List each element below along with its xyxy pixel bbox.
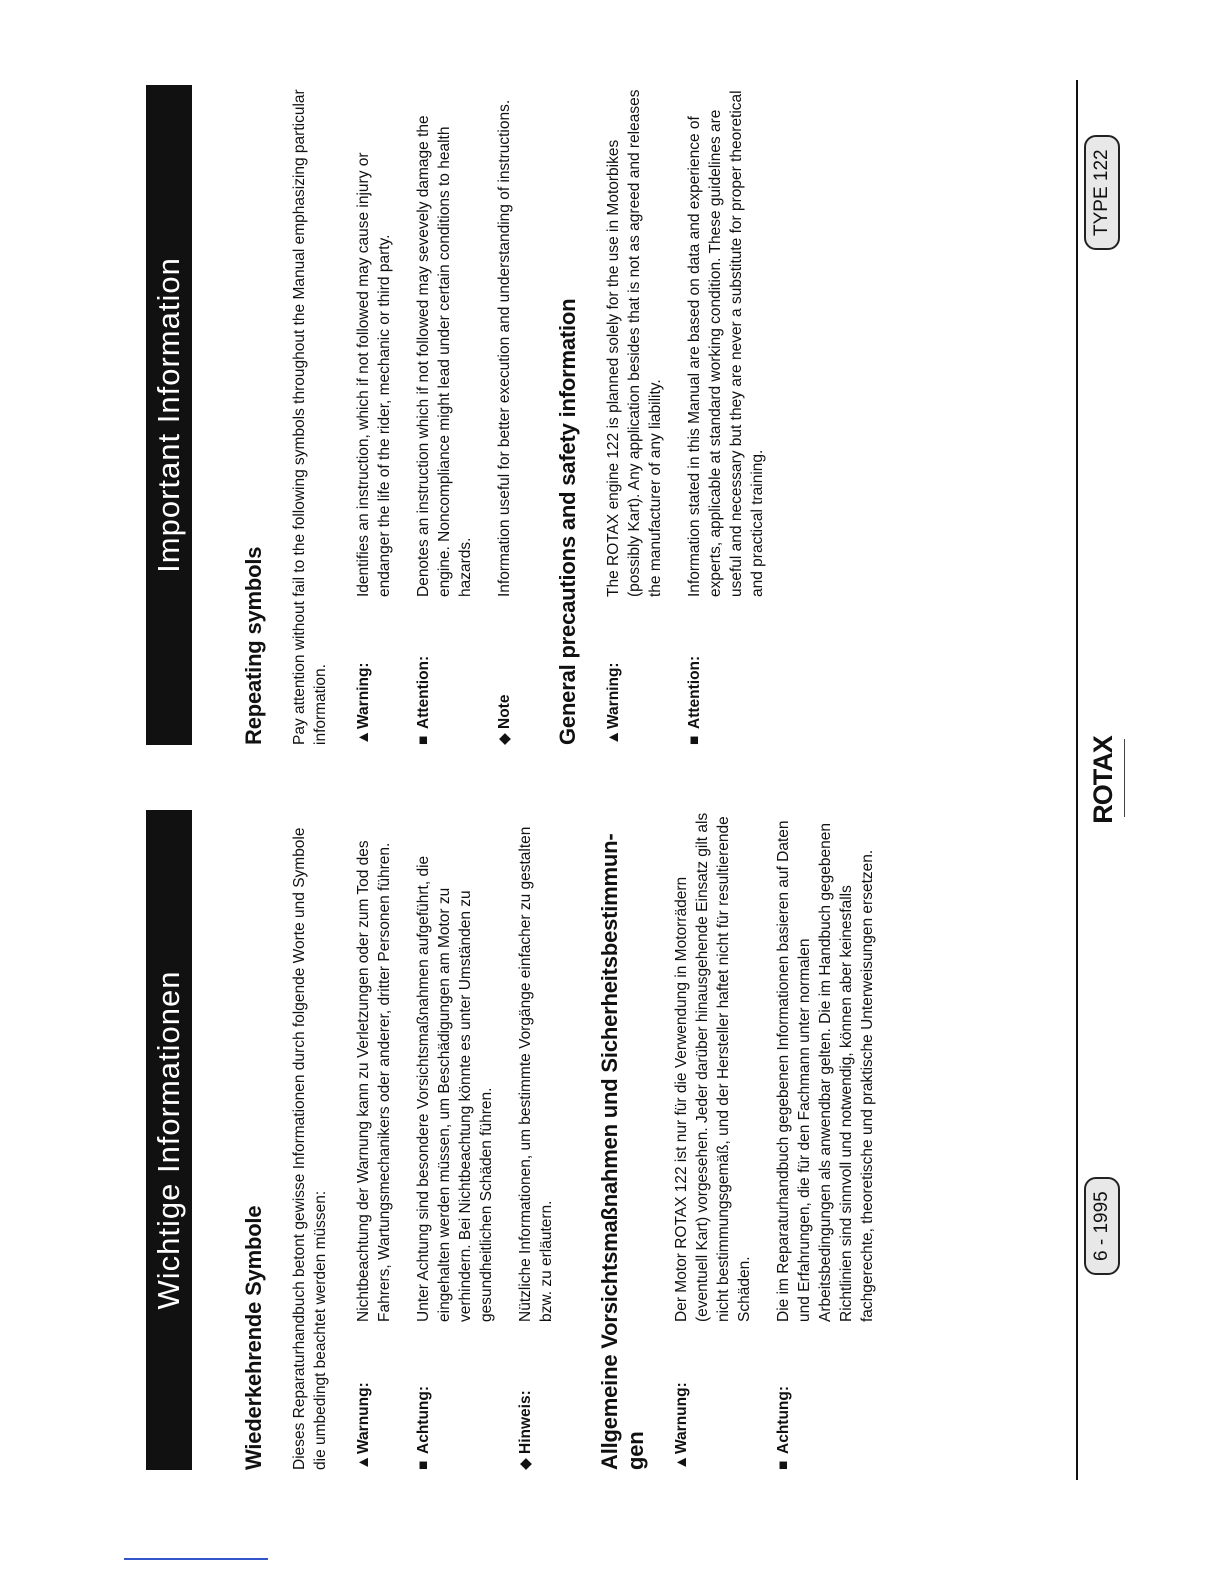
- logo-underline: [1124, 739, 1125, 817]
- english-warning-row-2: [603, 85, 666, 745]
- type-badge: TYPE 122: [1084, 135, 1120, 250]
- square-icon: ■: [415, 735, 432, 745]
- square-icon: ■: [775, 1460, 792, 1470]
- warning-triangle-icon: ▲: [605, 729, 622, 745]
- row-text: Information useful for better execution and understanding of instructions.: [496, 99, 513, 597]
- square-icon: ■: [415, 1460, 432, 1470]
- english-section1-intro: Pay attention without fail to the following symbols throughout the Manual emphasizing particular information.: [291, 89, 329, 745]
- warning-triangle-icon: ▲: [673, 1454, 690, 1470]
- row-text: Information stated in this Manual are based on data and experience of experts, applicable at standard working condition. These guidelines are useful and necessary but they are never a substitute for proper theoretical and practical training.: [686, 90, 766, 597]
- rotax-logo: ROTAX: [1087, 736, 1118, 824]
- german-column: [146, 810, 1166, 1470]
- diamond-icon: ◆: [496, 733, 513, 745]
- german-note-row: [515, 810, 557, 1470]
- german-attention-row-2: [773, 810, 878, 1470]
- row-label: Warnung:: [355, 1382, 372, 1454]
- row-label: Note: [496, 694, 513, 729]
- german-section1-title: Wiederkehrende Symbole: [241, 1205, 266, 1470]
- rotated-page: [146, 80, 1166, 1480]
- english-note-row: [494, 85, 515, 745]
- german-warning-row-2: [671, 810, 755, 1470]
- row-text: Der Motor ROTAX 122 ist nur für die Verwendung in Motorrädern (eventuell Kart) vorgesehen. Jeder darüber hinausgehende Einsatz gilt als nicht bestimmungsgemäß, und der Hersteller haftet nicht für resultierende Schäden.: [673, 812, 753, 1322]
- row-text: The ROTAX engine 122 is planned solely for the use in Motorbikes (possibly Kart). Any application besides that is not as agreed and releases the manufacturer of any liability.: [605, 89, 664, 597]
- german-warning-row: [353, 810, 395, 1470]
- row-text: Identifies an instruction, which if not followed may cause injury or endanger the life of the rider, mechanic or third party.: [355, 152, 393, 597]
- english-section1-title: Repeating symbols: [241, 546, 266, 745]
- english-section2-title: General precautions and safety information: [555, 298, 580, 745]
- row-text: Nützliche Informationen, um bestimmte Vorgänge einfacher zu gestalten bzw. zu erläutern.: [517, 826, 555, 1322]
- blue-rule: [124, 1558, 268, 1560]
- row-label: Warning:: [605, 662, 622, 729]
- german-section1-intro: Dieses Reparaturhandbuch betont gewisse Informationen durch folgende Worte und Symbole die umbedingt beachtet werden müssen:: [291, 827, 329, 1470]
- warning-triangle-icon: ▲: [355, 729, 372, 745]
- row-text: Denotes an instruction which if not followed may sevevely damage the engine. Noncompliance might lead under certain conditions to health hazards.: [415, 115, 474, 597]
- row-text: Unter Achtung sind besondere Vorsichtsmaßnahmen aufgeführt, die eingehalten werden müssen, um Beschädigungen am Motor zu verhindern. Bei Nichtbeachtung könnte es unter Umständen zu gesundheitlichen Schäden führen.: [415, 855, 495, 1322]
- square-icon: ■: [686, 735, 703, 745]
- german-attention-row: [413, 810, 497, 1470]
- german-section2-title: Allgemeine Vorsichtsmaßnahmen und Sicherheitsbestimmun-gen: [597, 833, 648, 1470]
- row-label: Achtung:: [415, 1385, 432, 1454]
- row-label: Attention:: [415, 655, 432, 729]
- warning-triangle-icon: ▲: [355, 1454, 372, 1470]
- row-label: Warning:: [355, 662, 372, 729]
- english-column: [146, 85, 1166, 745]
- german-banner: Wichtige Informationen: [146, 810, 192, 1470]
- footer-rule: [1076, 80, 1078, 1480]
- english-warning-row: [353, 85, 395, 745]
- row-label: Achtung:: [775, 1385, 792, 1454]
- english-attention-row: [413, 85, 476, 745]
- english-banner: Important Information: [146, 85, 192, 745]
- row-label: Warnung:: [673, 1382, 690, 1454]
- row-text: Die im Reparaturhandbuch gegebenen Informationen basieren auf Daten und Erfahrungen, die für den Fachmann unter normalen Arbeitsbedingungen als anwendbar gelten. Die im Handbuch gegebenen Richtlinien sind sinnvoll und notwendig, können aber keinesfalls fachgerechte, theoretische und praktische Unterweisungen ersetzen.: [775, 820, 876, 1322]
- diamond-icon: ◆: [517, 1458, 534, 1470]
- row-label: Hinweis:: [517, 1390, 534, 1454]
- row-label: Attention:: [686, 655, 703, 729]
- date-badge: 6 - 1995: [1084, 1177, 1120, 1275]
- row-text: Nichtbeachtung der Warnung kann zu Verletzungen oder zum Tod des Fahrers, Wartungsmechanikers oder anderer, dritter Personen führen.: [355, 840, 393, 1322]
- english-attention-row-2: [684, 85, 768, 745]
